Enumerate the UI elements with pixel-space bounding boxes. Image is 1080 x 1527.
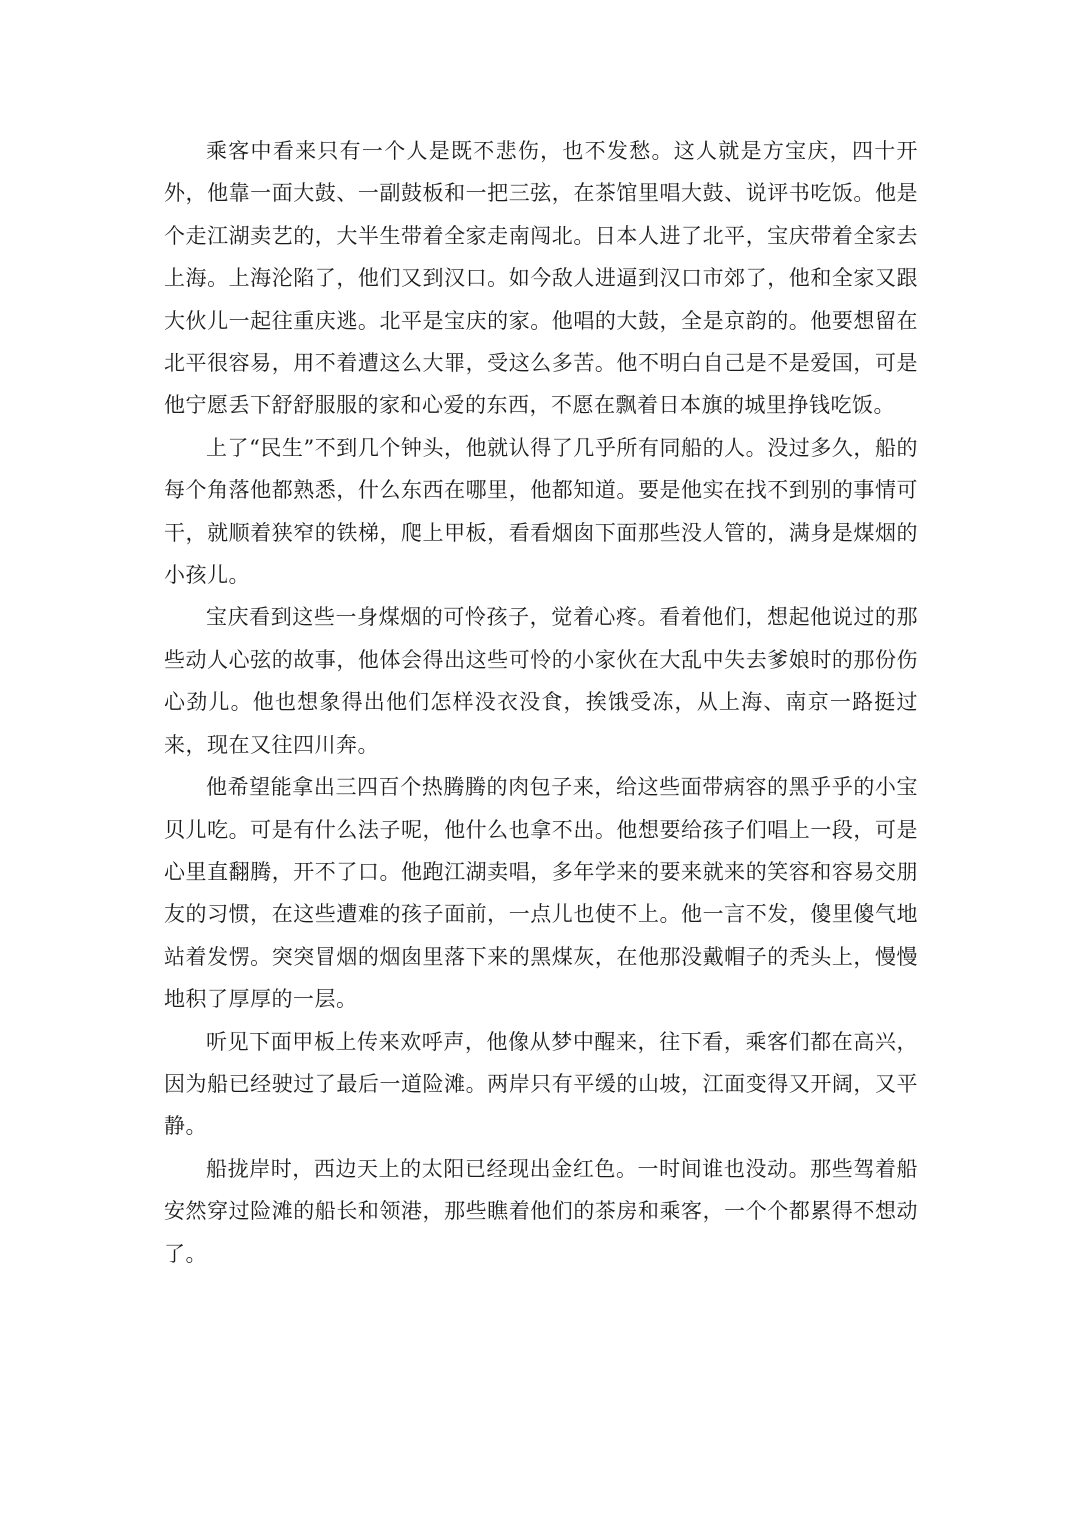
- document-body: [164, 130, 918, 1275]
- paragraph-4: 他希望能拿出三四百个热腾腾的肉包子来，给这些面带病容的黑乎乎的小宝贝儿吃。可是有什么法子呢，他什么也拿不出。他想要给孩子们唱上一段，可是心里直翻腾，开不了口。他跑江湖卖唱，多年学来的要来就来的笑容和容易交朋友的习惯，在这些遭难的孩子面前，一点儿也使不上。他一言不发，傻里傻气地站着发愣。突突冒烟的烟囱里落下来的黑煤灰，在他那没戴帽子的秃头上，慢慢地积了厚厚的一层。: [164, 775, 918, 1012]
- paragraph-5: 听见下面甲板上传来欢呼声，他像从梦中醒来，往下看，乘客们都在高兴，因为船已经驶过了最后一道险滩。两岸只有平缓的山坡，江面变得又开阔，又平静。: [164, 1029, 918, 1139]
- paragraph-2: 上了“民生”不到几个钟头，他就认得了几乎所有同船的人。没过多久，船的每个角落他都熟悉，什么东西在哪里，他都知道。要是他实在找不到别的事情可干，就顺着狭窄的铁梯，爬上甲板，看看烟囱下面那些没人管的，满身是煤烟的小孩儿。: [164, 435, 918, 588]
- paragraph-3: 宝庆看到这些一身煤烟的可怜孩子，觉着心疼。看着他们，想起他说过的那些动人心弦的故事，他体会得出这些可怜的小家伙在大乱中失去爹娘时的那份伤心劲儿。他也想象得出他们怎样没衣没食，挨饿受冻，从上海、南京一路挺过来，现在又往四川奔。: [164, 605, 918, 757]
- paragraph-6: 船拢岸时，西边天上的太阳已经现出金红色。一时间谁也没动。那些驾着船安然穿过险滩的船长和领港，那些瞧着他们的茶房和乘客，一个个都累得不想动了。: [164, 1156, 918, 1266]
- paragraph-1: 乘客中看来只有一个人是既不悲伤，也不发愁。这人就是方宝庆，四十开外，他靠一面大鼓、一副鼓板和一把三弦，在茶馆里唱大鼓、说评书吃饭。他是个走江湖卖艺的，大半生带着全家走南闯北。日本人进了北平，宝庆带着全家去上海。上海沦陷了，他们又到汉口。如今敌人进逼到汉口市郊了，他和全家又跟大伙儿一起往重庆逃。北平是宝庆的家。他唱的大鼓，全是京韵的。他要想留在北平很容易，用不着遭这么大罪，受这么多苦。他不明白自己是不是爱国，可是他宁愿丢下舒舒服服的家和心爱的东西，不愿在飘着日本旗的城里挣钱吃饭。: [164, 139, 918, 418]
